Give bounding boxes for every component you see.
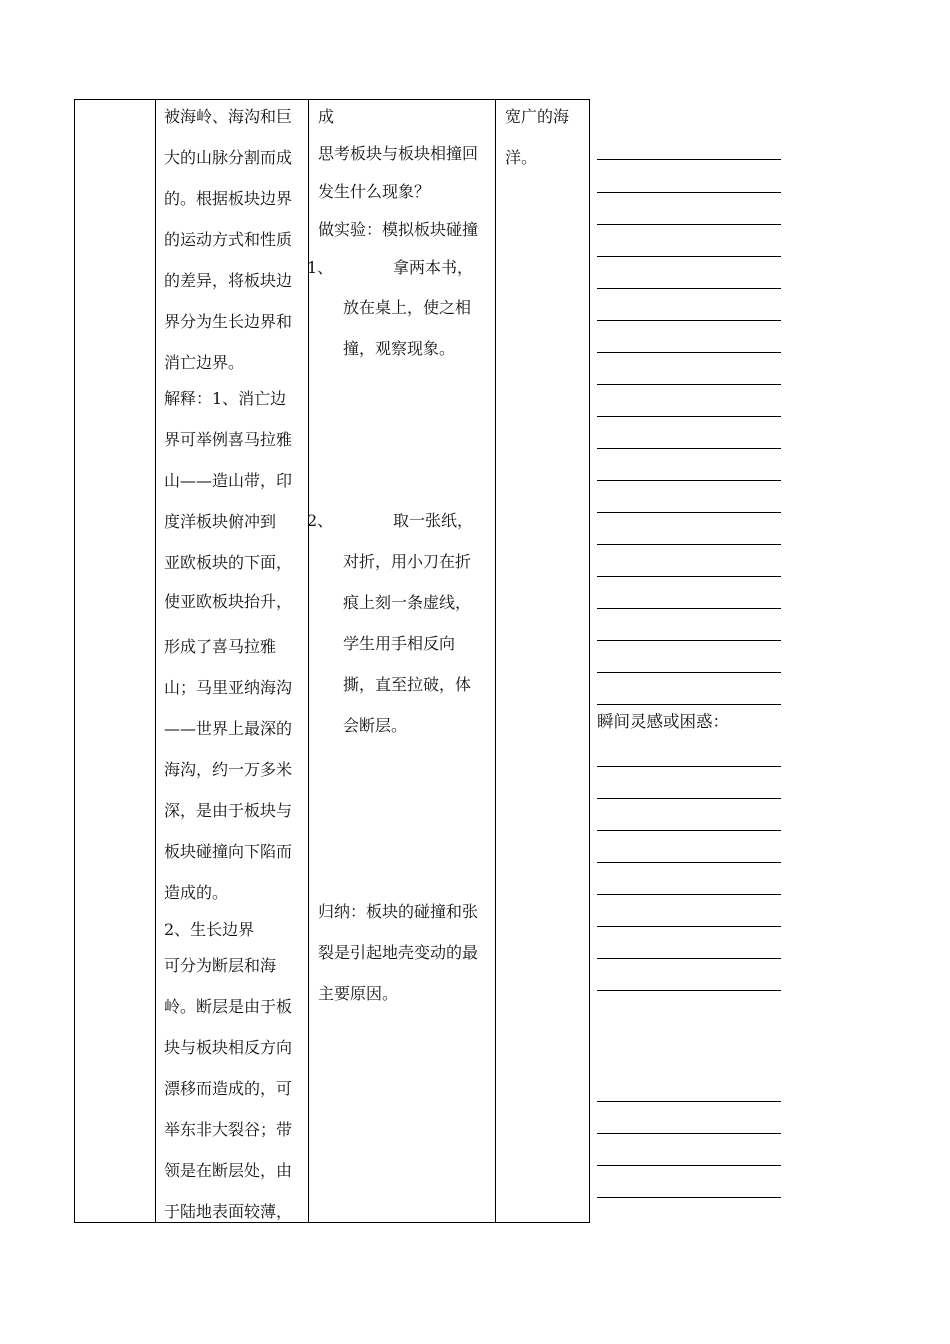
experiment-2-line: 取一张纸，: [393, 511, 474, 530]
table-col-divider-4: [495, 99, 496, 1222]
note-blank-line[interactable]: [597, 416, 781, 417]
note-blank-line[interactable]: [597, 640, 781, 641]
content-line: 亚欧板块的下面，: [164, 553, 293, 572]
activity-line: 思考板块与板块相撞回: [318, 144, 479, 163]
note-blank-line[interactable]: [597, 1101, 781, 1102]
note-blank-line[interactable]: [597, 256, 781, 257]
note-blank-line[interactable]: [597, 224, 781, 225]
note-blank-line[interactable]: [597, 192, 781, 193]
content-line: 2、生长边界: [164, 920, 255, 939]
table-col-divider-2: [155, 99, 156, 1222]
content-line: 山——造山带，印: [164, 471, 293, 490]
experiment-1-line: 撞，观察现象。: [343, 339, 456, 358]
content-line: 山；马里亚纳海沟: [164, 678, 293, 697]
note-blank-line[interactable]: [597, 159, 781, 160]
content-line: 使亚欧板块抬升，: [164, 592, 293, 611]
content-line: 的运动方式和性质: [164, 230, 293, 249]
activity-line: 做实验：模拟板块碰撞: [318, 220, 479, 239]
content-line: 的差异，将板块边: [164, 271, 293, 290]
table-bottom-border: [74, 1222, 590, 1223]
experiment-1-line: 拿两本书，: [393, 258, 474, 277]
note-blank-line[interactable]: [597, 1133, 781, 1134]
goal-line: 洋。: [505, 148, 538, 167]
content-line: 海沟，约一万多米: [164, 760, 293, 779]
note-blank-line[interactable]: [597, 480, 781, 481]
note-blank-line[interactable]: [597, 352, 781, 353]
content-line: 深，是由于板块与: [164, 801, 293, 820]
content-line: 可分为断层和海: [164, 956, 277, 975]
content-line: ——世界上最深的: [164, 719, 293, 738]
note-blank-line[interactable]: [597, 608, 781, 609]
note-blank-line[interactable]: [597, 576, 781, 577]
note-blank-line[interactable]: [597, 544, 781, 545]
goal-line: 宽广的海: [505, 107, 570, 126]
note-blank-line[interactable]: [597, 766, 781, 767]
experiment-1-line: 放在桌上，使之相: [343, 298, 472, 317]
note-blank-line[interactable]: [597, 926, 781, 927]
content-line: 度洋板块俯冲到: [164, 512, 277, 531]
content-line: 漂移而造成的，可: [164, 1079, 293, 1098]
content-line: 块与板块相反方向: [164, 1038, 293, 1057]
table-col-divider-1: [74, 99, 75, 1222]
table-top-border: [74, 99, 590, 100]
note-blank-line[interactable]: [597, 894, 781, 895]
table-col-divider-5: [589, 99, 590, 1222]
content-line: 消亡边界。: [164, 353, 245, 372]
experiment-2-line: 撕，直至拉破，体: [343, 675, 472, 694]
content-line: 岭。断层是由于板: [164, 997, 293, 1016]
summary-line: 主要原因。: [318, 984, 399, 1003]
content-line: 被海岭、海沟和巨: [164, 107, 293, 126]
activity-line: 发生什么现象？: [318, 182, 431, 201]
summary-line: 归纳：板块的碰撞和张: [318, 902, 479, 921]
note-blank-line[interactable]: [597, 672, 781, 673]
note-blank-line[interactable]: [597, 830, 781, 831]
content-line: 形成了喜马拉雅: [164, 637, 277, 656]
content-line: 大的山脉分割而成: [164, 148, 293, 167]
note-blank-line[interactable]: [597, 448, 781, 449]
experiment-2-line: 痕上刻一条虚线，: [343, 593, 472, 612]
content-line: 解释：1、消亡边: [164, 389, 287, 408]
experiment-2-line: 对折，用小刀在折: [343, 552, 472, 571]
note-blank-line[interactable]: [597, 288, 781, 289]
note-blank-line[interactable]: [597, 862, 781, 863]
note-blank-line[interactable]: [597, 512, 781, 513]
note-blank-line[interactable]: [597, 320, 781, 321]
content-line: 于陆地表面较薄，: [164, 1202, 293, 1221]
note-blank-line[interactable]: [597, 990, 781, 991]
content-line: 领是在断层处，由: [164, 1161, 293, 1180]
note-blank-line[interactable]: [597, 798, 781, 799]
content-line: 界可举例喜马拉雅: [164, 430, 293, 449]
content-line: 界分为生长边界和: [164, 312, 293, 331]
inspiration-prompt: 瞬间灵感或困惑：: [597, 712, 729, 731]
note-blank-line[interactable]: [597, 704, 781, 705]
note-blank-line[interactable]: [597, 1165, 781, 1166]
content-line: 举东非大裂谷；带: [164, 1120, 293, 1139]
note-blank-line[interactable]: [597, 384, 781, 385]
summary-line: 裂是引起地壳变动的最: [318, 943, 479, 962]
note-blank-line[interactable]: [597, 1197, 781, 1198]
activity-line: 成: [318, 107, 335, 126]
note-blank-line[interactable]: [597, 958, 781, 959]
experiment-1-number: 1、: [307, 258, 334, 277]
experiment-2-line: 会断层。: [343, 716, 408, 735]
content-line: 造成的。: [164, 883, 229, 902]
experiment-2-number: 2、: [307, 511, 334, 530]
content-line: 的。根据板块边界: [164, 189, 293, 208]
content-line: 板块碰撞向下陷而: [164, 842, 293, 861]
experiment-2-line: 学生用手相反向: [343, 634, 456, 653]
